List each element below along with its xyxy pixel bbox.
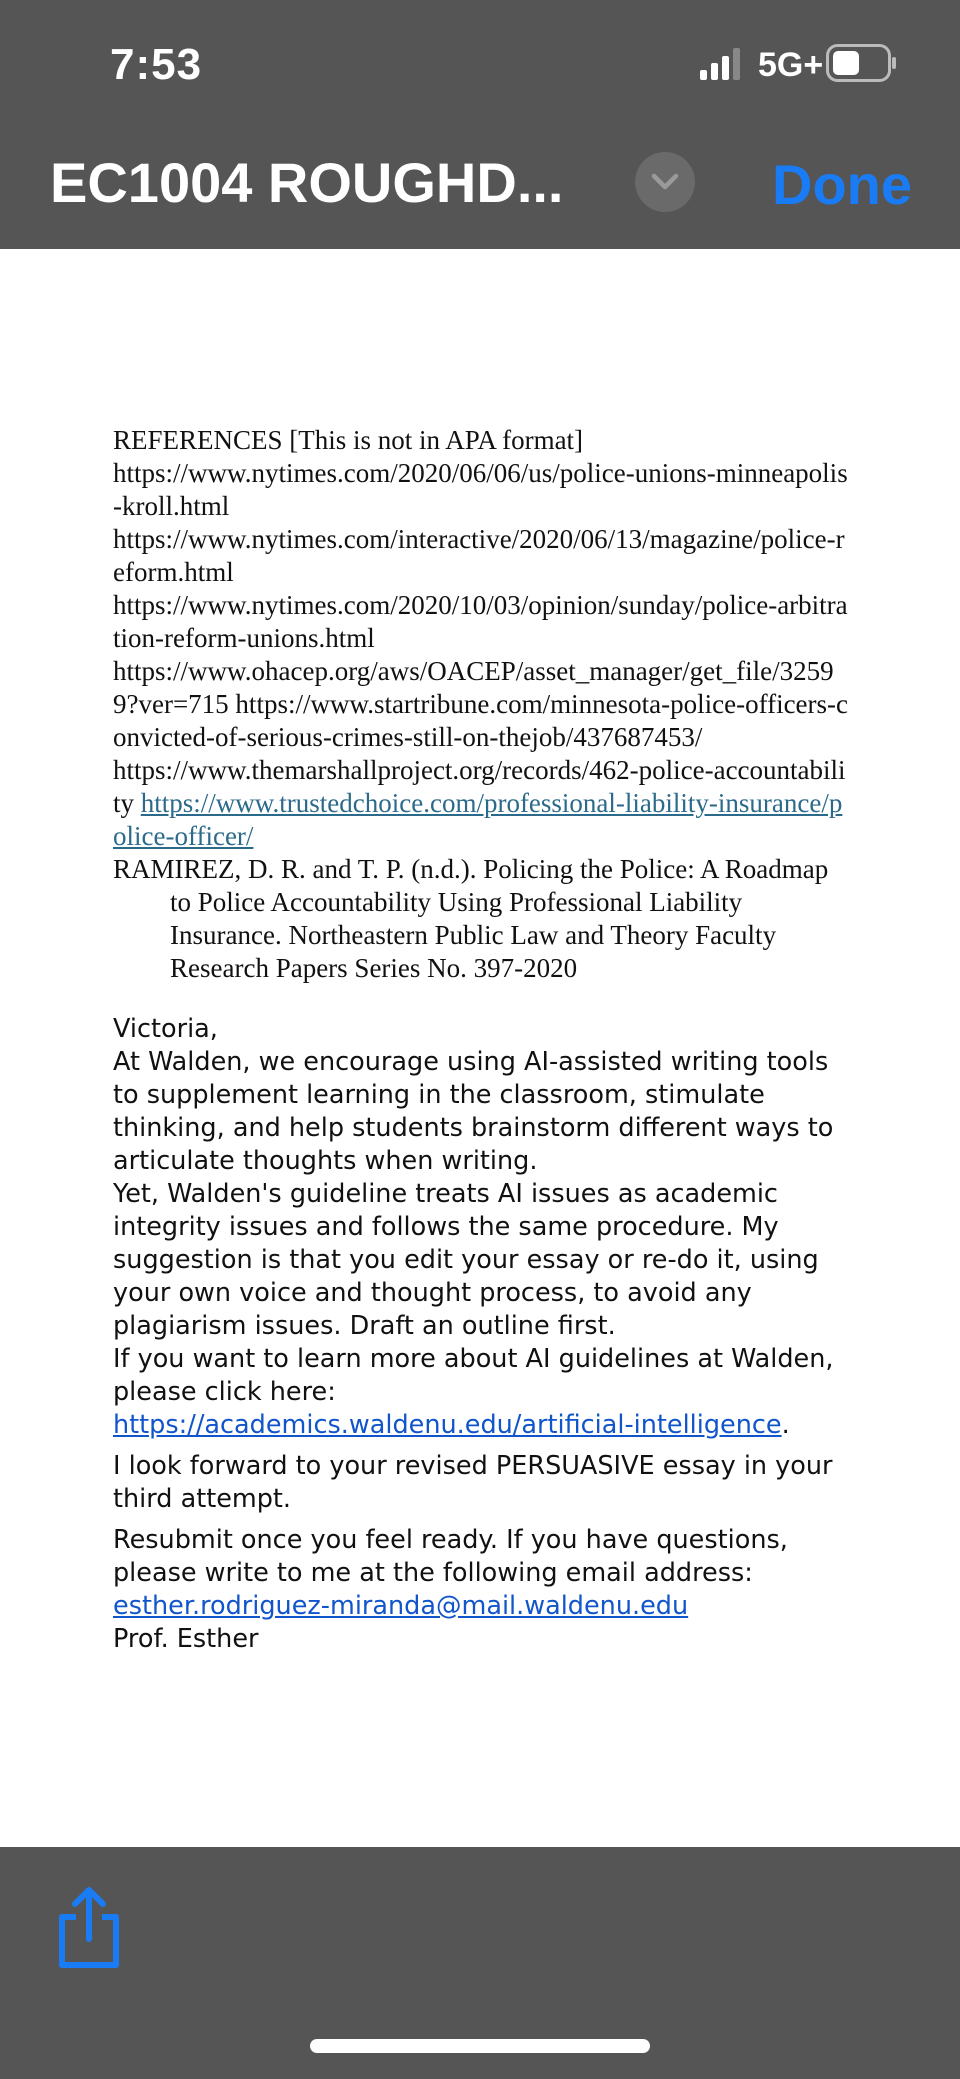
network-type-label: 5G+ xyxy=(758,46,824,84)
feedback-signature: Prof. Esther xyxy=(113,1624,259,1654)
feedback-paragraph: If you want to learn more about AI guidelines at Walden, please click here: xyxy=(113,1344,834,1407)
document-nav-bar xyxy=(0,130,960,249)
feedback-paragraph: Resubmit once you feel ready. If you have questions, please write to me at the following email address: xyxy=(113,1525,788,1588)
bottom-toolbar xyxy=(0,1847,960,2079)
reference-url: https://www.nytimes.com/2020/06/06/us/police-unions-minneapolis-kroll.html xyxy=(113,458,848,521)
home-indicator[interactable] xyxy=(310,2039,650,2053)
feedback-greeting: Victoria, xyxy=(113,1014,218,1044)
document-page xyxy=(0,249,960,1847)
trustedchoice-link[interactable]: https://www.trustedchoice.com/professional-liability-insurance/police-officer/ xyxy=(113,788,843,851)
chevron-down-icon[interactable] xyxy=(635,152,695,212)
reference-url: https://www.nytimes.com/2020/10/03/opinion/sunday/police-arbitration-reform-unions.html xyxy=(113,590,848,653)
reference-url: https://www.ohacep.org/aws/OACEP/asset_manager/get_file/32599?ver=715 https://www.startribune.com/minnesota-police-officers-convicted-of-serious-crimes-still-on-thejob/437687453/ xyxy=(113,656,849,752)
done-button[interactable]: Done xyxy=(772,153,912,216)
feedback-paragraph: I look forward to your revised PERSUASIVE essay in your third attempt. xyxy=(113,1451,833,1514)
email-link-line xyxy=(113,1590,853,1623)
email-link[interactable]: esther.rodriguez-miranda@mail.waldenu.edu xyxy=(113,1591,689,1621)
status-time: 7:53 xyxy=(110,40,203,89)
ai-guidelines-link-line xyxy=(113,1409,853,1442)
references-heading: REFERENCES [This is not in APA format] xyxy=(113,425,584,455)
reference-url: https://www.nytimes.com/interactive/2020/06/13/magazine/police-reform.html xyxy=(113,524,845,587)
reference-citation: RAMIREZ, D. R. and T. P. (n.d.). Policing the Police: A Roadmap to Police Accountability Using Professional Liability Insurance. Northeastern Public Law and Theory Faculty Research Papers Series No. 397-2020 xyxy=(113,854,829,983)
references-section xyxy=(113,424,853,985)
feedback-paragraph: At Walden, we encourage using AI-assisted writing tools to supplement learning in the classroom, stimulate thinking, and help students brainstorm different ways to articulate thoughts when writing. xyxy=(113,1047,834,1176)
status-bar xyxy=(0,0,960,130)
feedback-paragraph: Yet, Walden's guideline treats AI issues as academic integrity issues and follows the same procedure. My suggestion is that you edit your essay or re-do it, using your own voice and thought process, to avoid any plagiarism issues. Draft an outline first. xyxy=(113,1179,819,1341)
cellular-signal-icon xyxy=(700,48,742,80)
instructor-feedback xyxy=(113,1013,853,1656)
link-period: . xyxy=(781,1410,790,1440)
document-title[interactable]: EC1004 ROUGHD... xyxy=(50,151,564,214)
reference-url: https://www.themarshallproject.org/records/462-police-accountability xyxy=(113,755,846,818)
share-icon[interactable] xyxy=(54,1885,124,1971)
battery-icon xyxy=(826,44,898,82)
ai-guidelines-link[interactable]: https://academics.waldenu.edu/artificial-intelligence xyxy=(113,1410,782,1440)
reference-url-with-link xyxy=(113,754,853,853)
